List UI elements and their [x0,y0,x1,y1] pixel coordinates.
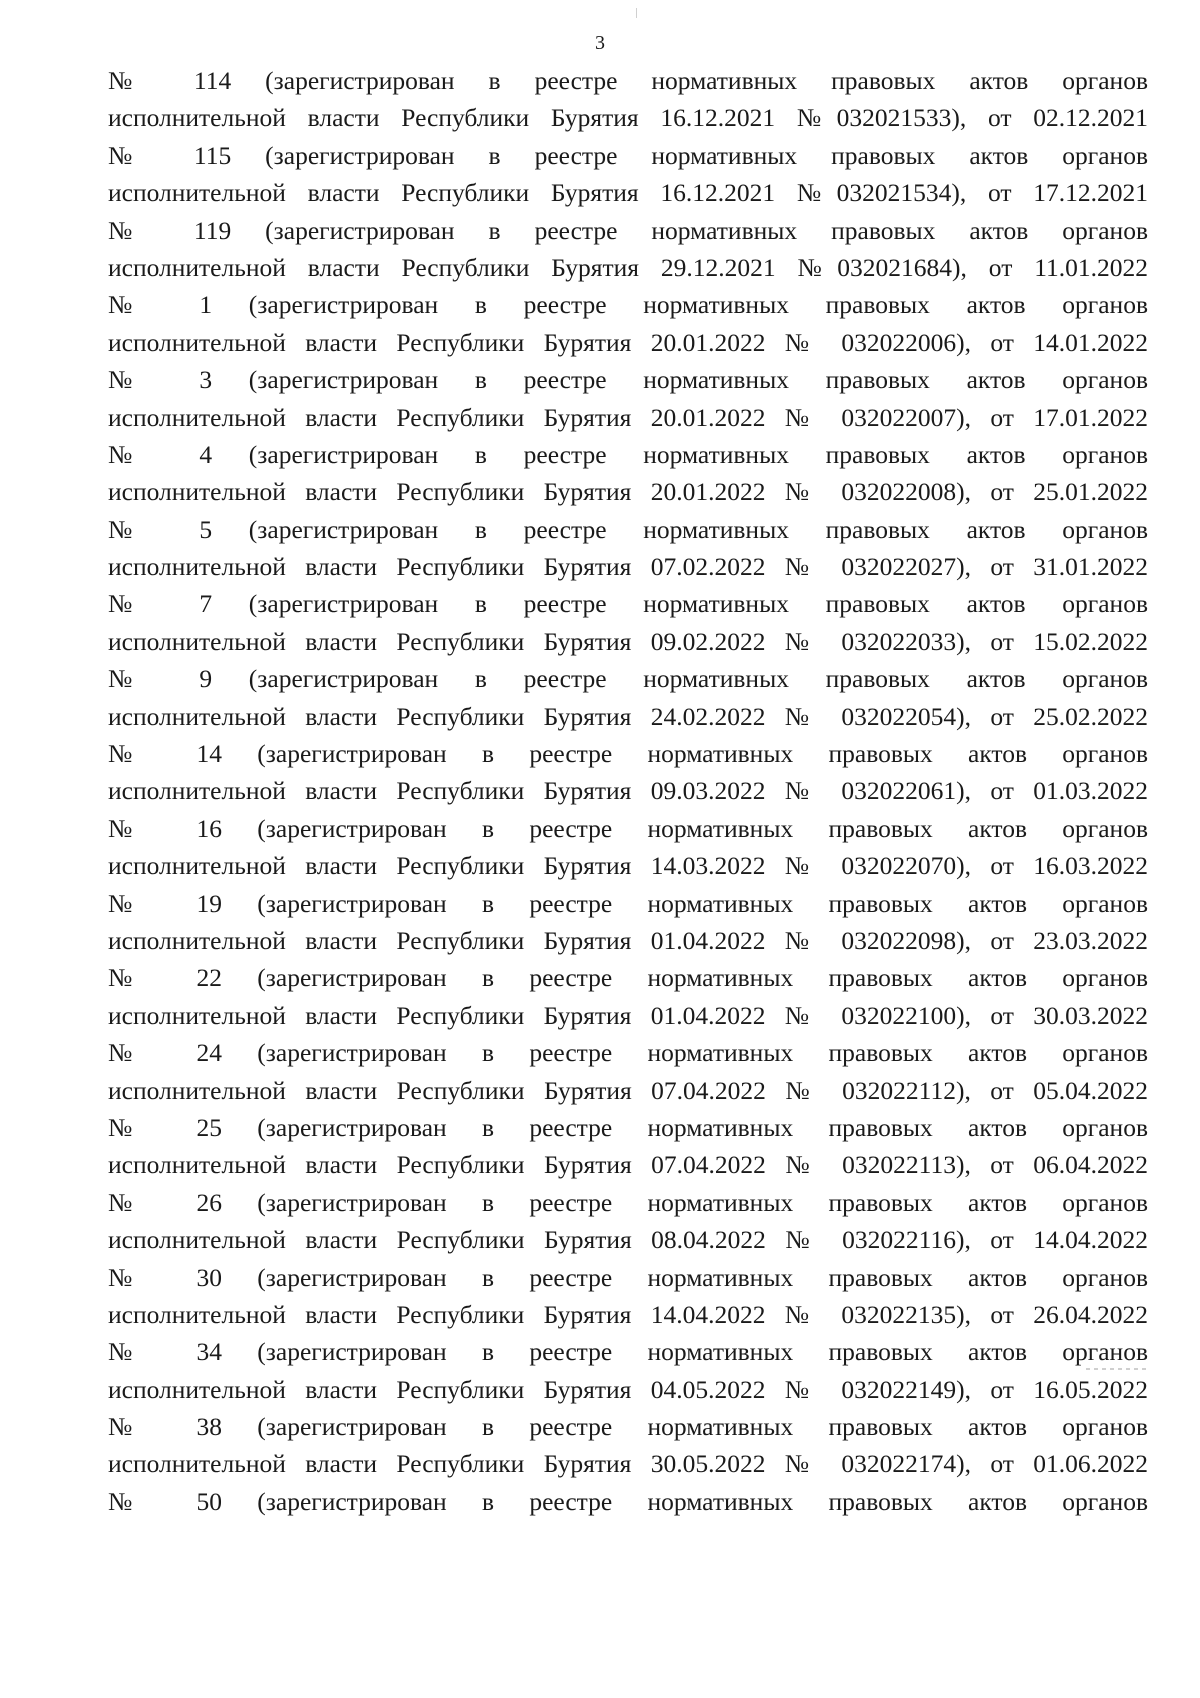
text-line: исполнительной власти Республики Бурятия 20.01.2022 № 032022007), от 17.01.2022 [108,402,1148,432]
document-body [108,62,1148,1520]
text-line: № 25 (зарегистрирован в реестре нормативных правовых актов органов [108,1112,1148,1142]
text-line: № 114 (зарегистрирован в реестре нормативных правовых актов органов [108,66,1148,95]
text-line: № 3 (зарегистрирован в реестре нормативных правовых актов органов [108,365,1148,395]
text-line: исполнительной власти Республики Бурятия 16.12.2021 №032021534), от 17.12.2021 [108,178,1148,208]
text-line: исполнительной власти Республики Бурятия 29.12.2021 №032021684), от 11.01.2022 [108,252,1148,282]
text-line: исполнительной власти Республики Бурятия 01.04.2022 № 032022100), от 30.03.2022 [108,1000,1148,1030]
text-line: № 24 (зарегистрирован в реестре нормативных правовых актов органов [108,1038,1148,1068]
text-line: исполнительной власти Республики Бурятия 30.05.2022 № 032022174), от 01.06.2022 [108,1449,1148,1479]
text-line: № 9 (зарегистрирован в реестре нормативных правовых актов органов [108,664,1148,694]
text-line: исполнительной власти Республики Бурятия 16.12.2021 №032021533), от 02.12.2021 [108,103,1148,133]
text-line: № 14 (зарегистрирован в реестре нормативных правовых актов органов [108,739,1148,769]
text-line: исполнительной власти Республики Бурятия 07.04.2022 № 032022112), от 05.04.2022 [108,1075,1148,1105]
text-line: № 34 (зарегистрирован в реестре нормативных правовых актов органов [108,1337,1148,1367]
text-line: исполнительной власти Республики Бурятия 24.02.2022 № 032022054), от 25.02.2022 [108,701,1148,731]
text-line: исполнительной власти Республики Бурятия 09.02.2022 № 032022033), от 15.02.2022 [108,626,1148,656]
text-line: исполнительной власти Республики Бурятия 07.04.2022 № 032022113), от 06.04.2022 [108,1150,1148,1180]
text-line: исполнительной власти Республики Бурятия 04.05.2022 № 032022149), от 16.05.2022 [108,1374,1148,1404]
text-line: № 7 (зарегистрирован в реестре нормативных правовых актов органов [108,589,1148,619]
text-line: исполнительной власти Республики Бурятия 14.03.2022 № 032022070), от 16.03.2022 [108,851,1148,881]
text-line: исполнительной власти Республики Бурятия 08.04.2022 № 032022116), от 14.04.2022 [108,1225,1148,1255]
text-line: № 19 (зарегистрирован в реестре нормативных правовых актов органов [108,888,1148,918]
text-line: № 115 (зарегистрирован в реестре нормативных правовых актов органов [108,140,1148,170]
text-line: исполнительной власти Республики Бурятия 09.03.2022 № 032022061), от 01.03.2022 [108,776,1148,806]
text-line: № 22 (зарегистрирован в реестре нормативных правовых актов органов [108,963,1148,993]
text-line: № 1 (зарегистрирован в реестре нормативных правовых актов органов [108,290,1148,320]
text-line: исполнительной власти Республики Бурятия 01.04.2022 № 032022098), от 23.03.2022 [108,925,1148,955]
text-line: исполнительной власти Республики Бурятия 14.04.2022 № 032022135), от 26.04.2022 [108,1299,1148,1329]
text-line: № 4 (зарегистрирован в реестре нормативных правовых актов органов [108,439,1148,469]
text-line: № 16 (зарегистрирован в реестре нормативных правовых актов органов [108,813,1148,843]
text-line: № 26 (зарегистрирован в реестре нормативных правовых актов органов [108,1187,1148,1217]
text-line: исполнительной власти Республики Бурятия 07.02.2022 № 032022027), от 31.01.2022 [108,552,1148,582]
text-line: № 119 (зарегистрирован в реестре нормативных правовых актов органов [108,215,1148,245]
scan-artifact [636,8,637,18]
text-line: № 50 (зарегистрирован в реестре нормативных правовых актов органов [108,1486,1148,1516]
text-line: № 5 (зарегистрирован в реестре нормативных правовых актов органов [108,514,1148,544]
page-number: 3 [595,32,605,54]
text-line: исполнительной власти Республики Бурятия 20.01.2022 № 032022006), от 14.01.2022 [108,327,1148,357]
text-line: исполнительной власти Республики Бурятия 20.01.2022 № 032022008), от 25.01.2022 [108,477,1148,507]
text-line: № 38 (зарегистрирован в реестре нормативных правовых актов органов [108,1412,1148,1442]
scan-artifact [1086,1368,1146,1370]
text-line: № 30 (зарегистрирован в реестре нормативных правовых актов органов [108,1262,1148,1292]
